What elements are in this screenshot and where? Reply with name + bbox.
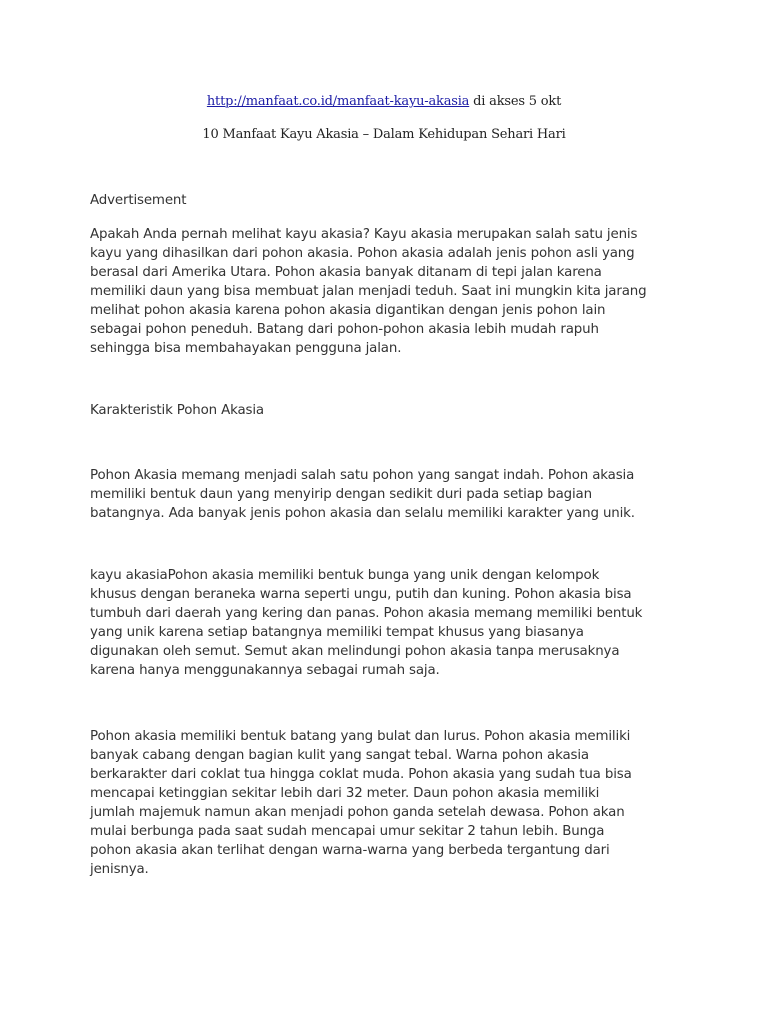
paragraph-trunk [90, 727, 690, 879]
text-line: mulai berbunga pada saat sudah mencapai umur sekitar 2 tahun lebih. Bunga [90, 824, 605, 839]
text-line: karena hanya menggunakannya sebagai rumah saja. [90, 663, 440, 678]
paragraph-flowers [90, 566, 690, 680]
source-link[interactable]: http://manfaat.co.id/manfaat-kayu-akasia [206, 94, 470, 109]
text-line: banyak cabang dengan bagian kulit yang sangat tebal. Warna pohon akasia [90, 748, 589, 763]
text-line: Pohon Akasia memang menjadi salah satu pohon yang sangat indah. Pohon akasia [90, 468, 635, 483]
text-line: pohon akasia akan terlihat dengan warna-warna yang berbeda tergantung dari [90, 843, 610, 858]
text-line: khusus dengan beraneka warna seperti ungu, putih dan kuning. Pohon akasia bisa [90, 587, 632, 602]
text-line: jenisnya. [90, 862, 149, 877]
text-line: digunakan oleh semut. Semut akan melindungi pohon akasia tanpa merusaknya [90, 644, 620, 659]
text-line: yang unik karena setiap batangnya memiliki tempat khusus yang biasanya [90, 625, 584, 640]
text-line: kayu akasiaPohon akasia memiliki bentuk bunga yang unik dengan kelompok [90, 568, 600, 583]
section-heading [90, 401, 690, 420]
advertisement-label: Advertisement [90, 193, 187, 208]
text-line: Apakah Anda pernah melihat kayu akasia? Kayu akasia merupakan salah satu jenis [90, 227, 638, 242]
paragraph-characteristics [90, 466, 690, 523]
text-line: Pohon akasia memiliki bentuk batang yang bulat dan lurus. Pohon akasia memiliki [90, 729, 631, 744]
text-line: jumlah majemuk namun akan menjadi pohon ganda setelah dewasa. Pohon akan [90, 805, 625, 820]
text-line: tumbuh dari daerah yang kering dan panas. Pohon akasia memang memiliki bentuk [90, 606, 643, 621]
text-line: memiliki bentuk daun yang menyirip dengan sedikit duri pada setiap bagian [90, 487, 592, 502]
text-line: berasal dari Amerika Utara. Pohon akasia banyak ditanam di tepi jalan karena [90, 265, 602, 280]
text-line: berkarakter dari coklat tua hingga coklat muda. Pohon akasia yang sudah tua bisa [90, 767, 632, 782]
heading-text: Karakteristik Pohon Akasia [90, 403, 264, 418]
paragraph-intro [90, 225, 690, 358]
accessed-note: di akses 5 okt [469, 94, 562, 109]
source-line [0, 94, 768, 109]
document-title: 10 Manfaat Kayu Akasia – Dalam Kehidupan Sehari Hari [202, 127, 566, 142]
text-line: memiliki daun yang bisa membuat jalan menjadi teduh. Saat ini mungkin kita jarang [90, 284, 647, 299]
text-line: sebagai pohon peneduh. Batang dari pohon-pohon akasia lebih mudah rapuh [90, 322, 599, 337]
text-line: batangnya. Ada banyak jenis pohon akasia dan selalu memiliki karakter yang unik. [90, 506, 635, 521]
text-line: sehingga bisa membahayakan pengguna jalan. [90, 341, 402, 356]
text-line: melihat pohon akasia karena pohon akasia digantikan dengan jenis pohon lain [90, 303, 606, 318]
text-line: kayu yang dihasilkan dari pohon akasia. Pohon akasia adalah jenis pohon asli yang [90, 246, 635, 261]
text-line: mencapai ketinggian sekitar lebih dari 32 meter. Daun pohon akasia memiliki [90, 786, 600, 801]
